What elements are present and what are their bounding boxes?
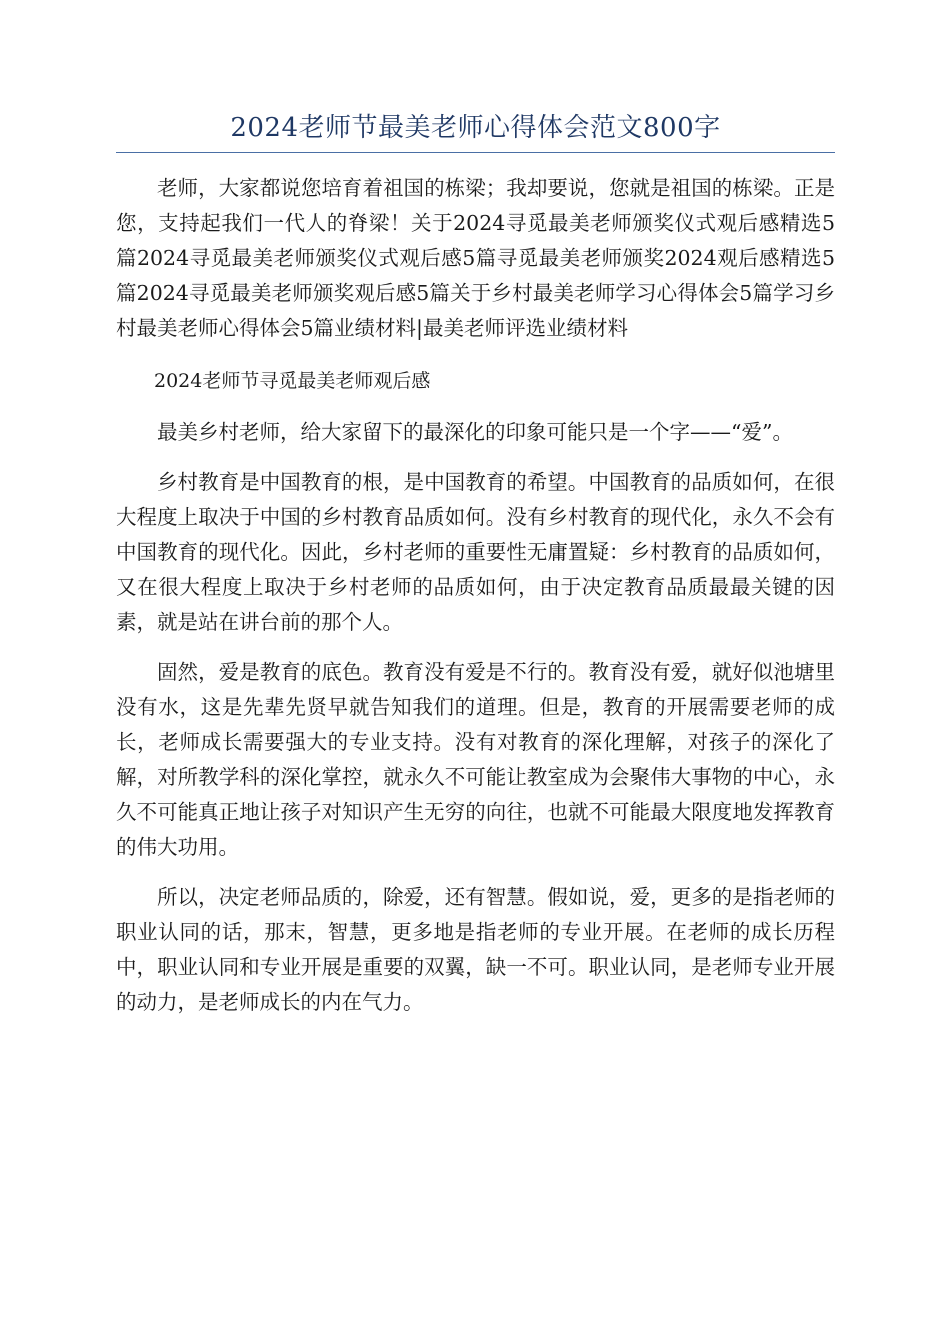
section-subheading: 2024老师节寻觅最美老师观后感 [154, 370, 431, 392]
document-body [116, 171, 835, 1020]
body-paragraph: 所以，决定老师品质的，除爱，还有智慧。假如说，爱，更多的是指老师的职业认同的话，那末，智慧，更多地是指老师的专业开展。在老师的成长历程中，职业认同和专业开展是重要的双翼，缺一不可。职业认同，是老师专业开展的动力，是老师成长的内在气力。 [116, 885, 835, 1014]
body-paragraph: 固然，爱是教育的底色。教育没有爱是不行的。教育没有爱，就好似池塘里没有水，这是先辈先贤早就告知我们的道理。但是，教育的开展需要老师的成长，老师成长需要强大的专业支持。没有对教育的深化理解，对孩子的深化了解，对所教学科的深化掌控，就永久不可能让教室成为会聚伟大事物的中心，永久不可能真正地让孩子对知识产生无穷的向往，也就不可能最大限度地发挥教育的伟大功用。 [116, 660, 835, 859]
document-page [116, 108, 835, 1035]
body-paragraph: 最美乡村老师，给大家留下的最深化的印象可能只是一个字——“爱”。 [157, 420, 793, 444]
document-title: 2024老师节最美老师心得体会范文800字 [116, 108, 835, 153]
body-paragraph: 乡村教育是中国教育的根，是中国教育的希望。中国教育的品质如何，在很大程度上取决于中国的乡村教育品质如何。没有乡村教育的现代化，永久不会有中国教育的现代化。因此，乡村老师的重要性无庸置疑：乡村教育的品质如何，又在很大程度上取决于乡村老师的品质如何，由于决定教育品质最最关键的因素，就是站在讲台前的那个人。 [116, 470, 835, 634]
intro-paragraph: 老师，大家都说您培育着祖国的栋梁；我却要说，您就是祖国的栋梁。正是您，支持起我们一代人的脊梁！关于2024寻觅最美老师颁奖仪式观后感精选5篇2024寻觅最美老师颁奖仪式观后感5篇寻觅最美老师颁奖2024观后感精选5篇2024寻觅最美老师颁奖观后感5篇关于乡村最美老师学习心得体会5篇学习乡村最美老师心得体会5篇业绩材料|最美老师评选业绩材料 [116, 176, 835, 340]
